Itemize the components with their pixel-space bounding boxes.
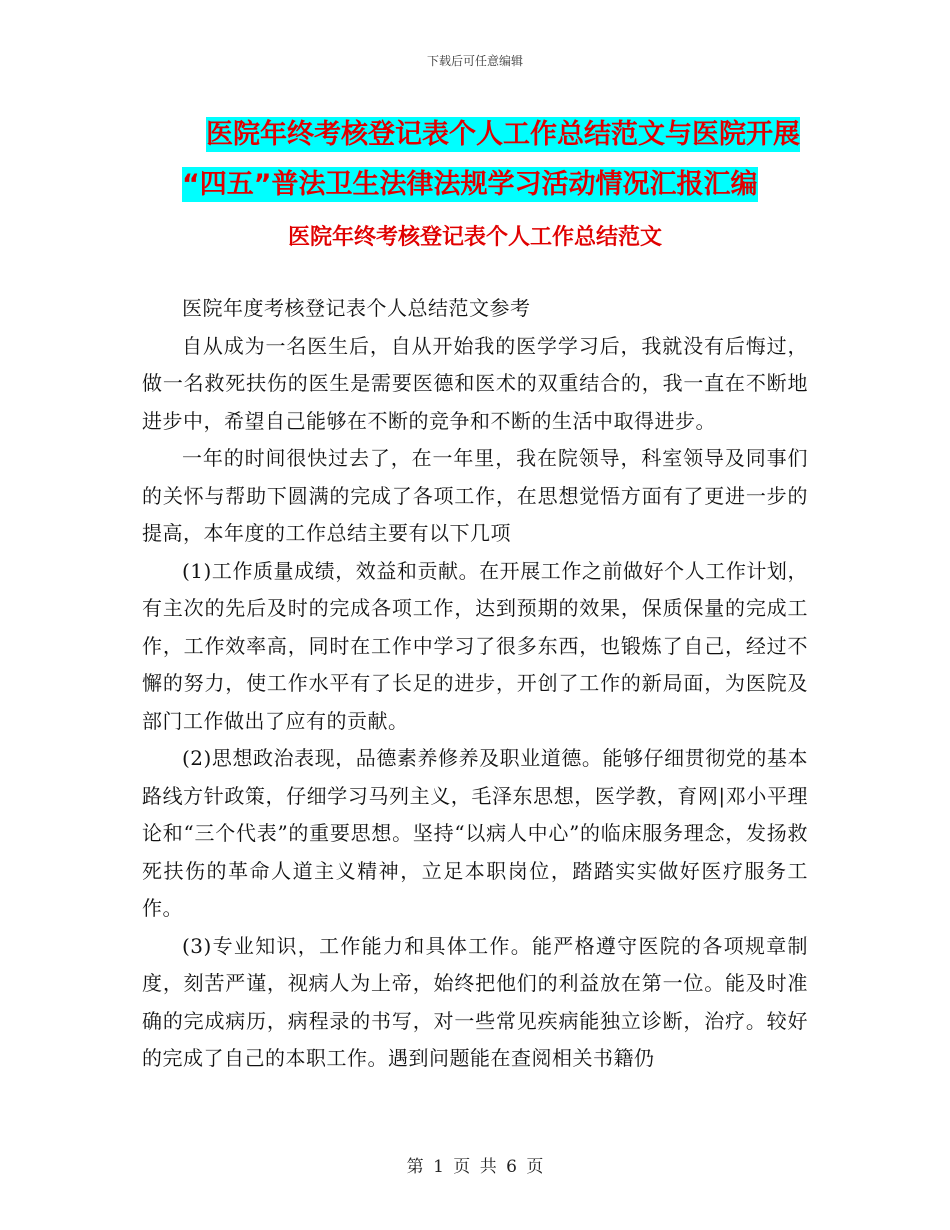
paragraph-item-1: (1)工作质量成绩，效益和贡献。在开展工作之前做好个人工作计划，有主次的先后及时的完成各项工作，达到预期的效果，保质保量的完成工作，工作效率高，同时在工作中学习了很多东西，也锻炼了自己，经过不懈的努力，使工作水平有了长足的进步，开创了工作的新局面，为医院及部门工作做出了应有的贡献。 [142,558,808,733]
document-title [150,110,840,210]
title-highlight-2: “四五”普法卫生法律法规学习活动情况汇报汇编 [182,169,758,200]
paragraph-item-3: (3)专业知识，工作能力和具体工作。能严格遵守医院的各项规章制度，刻苦严谨，视病人为上帝，始终把他们的利益放在第一位。能及时准确的完成病历，病程录的书写，对一些常见疾病能独立诊断，治疗。较好的完成了自己的本职工作。遇到问题能在查阅相关书籍仍 [142,933,808,1070]
document-body [142,290,808,1078]
page-number: 第 1 页 共 6 页 [406,1157,544,1177]
paragraph: 自从成为一名医生后，自从开始我的医学学习后，我就没有后悔过，做一名救死扶伤的医生是需要医德和医术的双重结合的，我一直在不断地进步中，希望自己能够在不断的竞争和不断的生活中取得进步。 [142,333,808,433]
title-highlight-1: 医院年终考核登记表个人工作总结范文与医院开展 [206,119,800,150]
paragraph-item-2: (2)思想政治表现，品德素养修养及职业道德。能够仔细贯彻党的基本路线方针政策，仔细学习马列主义，毛泽东思想，医学教，育网|邓小平理论和“三个代表”的重要思想。坚持“以病人中心”的临床服务理念，发扬救死扶伤的革命人道主义精神，立足本职岗位，踏踏实实做好医疗服务工作。 [142,746,808,920]
section-title: 医院年终考核登记表个人工作总结范文 [287,225,662,250]
paragraph: 一年的时间很快过去了，在一年里，我在院领导，科室领导及同事们的关怀与帮助下圆满的完成了各项工作，在思想觉悟方面有了更进一步的提高，本年度的工作总结主要有以下几项 [142,446,808,545]
document-title-line-1 [150,110,840,160]
paragraph-intro: 医院年度考核登记表个人总结范文参考 [182,296,531,320]
page-header-note: 下载后可任意编辑 [426,54,523,68]
document-title-line-2 [150,160,840,210]
